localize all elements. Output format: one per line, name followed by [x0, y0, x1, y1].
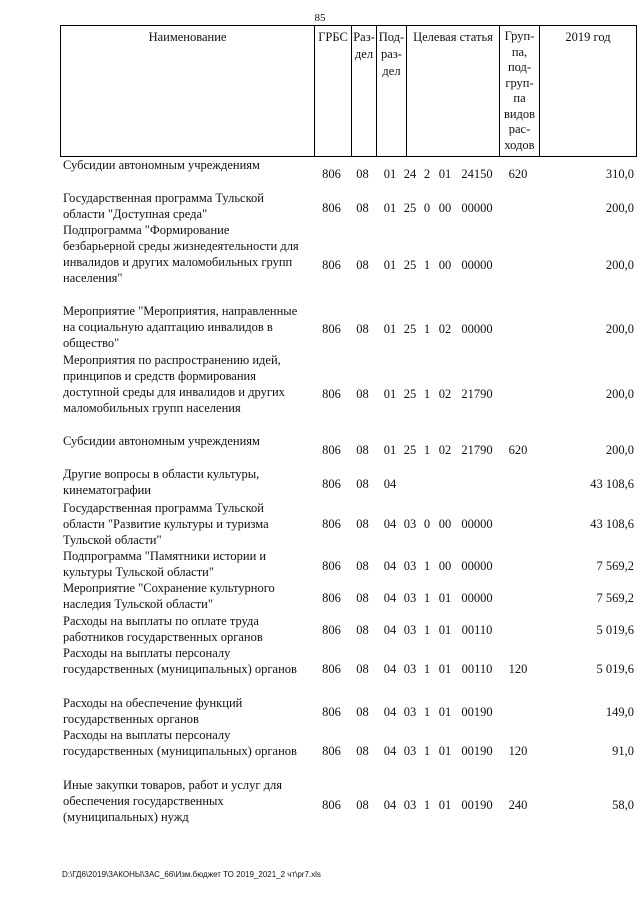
- row-name-line: Тульской области": [63, 533, 162, 547]
- row-name-line: Подпрограмма "Формирование: [63, 223, 230, 237]
- cs-direction-cell: 24150: [461, 167, 493, 181]
- grbs-cell: 806: [322, 517, 341, 531]
- razdel-cell: 08: [356, 201, 369, 215]
- cs-event-cell: 01: [438, 591, 452, 605]
- row-name-line: маломобильных групп населения: [63, 401, 241, 415]
- row-name-line: обеспечения государственных: [63, 794, 224, 808]
- row-name-line: области "Развитие культуры и туризма: [63, 517, 269, 531]
- cs-event-cell: 01: [438, 744, 452, 758]
- amount-cell: 7 569,2: [596, 591, 634, 605]
- cs-program-cell: 25: [403, 322, 417, 336]
- cs-event-cell: 02: [438, 387, 452, 401]
- header-gruppa-line: ходов: [504, 137, 535, 152]
- grbs-cell: 806: [322, 443, 341, 457]
- row-name-line: Субсидии автономным учреждениям: [63, 158, 260, 172]
- cs-subprogram-cell: 1: [423, 322, 431, 336]
- header-gruppa-line: Груп-: [504, 29, 535, 43]
- row-name: [63, 580, 311, 612]
- cs-event-cell: 00: [438, 517, 452, 531]
- cs-subprogram-cell: 1: [423, 559, 431, 573]
- row-name-line: Мероприятия по распространению идей,: [63, 353, 281, 367]
- podrazdel-cell: 04: [383, 477, 397, 491]
- amount-cell: 58,0: [612, 798, 634, 812]
- cs-subprogram-cell: 1: [423, 705, 431, 719]
- podrazdel-cell: 04: [383, 744, 397, 758]
- file-path-footer: D:\ГД6\2019\ЗАКОНЫ\ЗАС_66\Изм.бюджет ТО 2019_2021_2 чт\pr7.xls: [62, 870, 321, 879]
- header-gruppa: [499, 26, 539, 156]
- grbs-cell: 806: [322, 623, 341, 637]
- cs-program-cell: 03: [403, 744, 417, 758]
- header-razdel-line: Раз-: [353, 30, 375, 44]
- grbs-cell: 806: [322, 477, 341, 491]
- amount-cell: 43 108,6: [590, 477, 634, 491]
- grbs-cell: 806: [322, 322, 341, 336]
- header-gruppa-line: па,: [511, 44, 528, 59]
- podrazdel-cell: 04: [383, 798, 397, 812]
- cs-direction-cell: 21790: [461, 443, 493, 457]
- amount-cell: 91,0: [612, 744, 634, 758]
- podrazdel-cell: 01: [383, 443, 397, 457]
- cs-subprogram-cell: 1: [423, 443, 431, 457]
- header-gruppa-line: видов: [503, 106, 536, 121]
- vid-rashodov-cell: 240: [508, 798, 528, 812]
- cs-program-cell: 03: [403, 705, 417, 719]
- cs-event-cell: 02: [438, 443, 452, 457]
- cs-program-cell: 03: [403, 559, 417, 573]
- row-name-line: Государственная программа Тульской: [63, 501, 264, 515]
- razdel-cell: 08: [356, 705, 369, 719]
- row-name-line: безбарьерной среды жизнедеятельности для: [63, 239, 299, 253]
- row-name-line: Субсидии автономным учреждениям: [63, 434, 260, 448]
- header-year: 2019 год: [539, 26, 636, 156]
- row-name-line: наследия Тульской области": [63, 597, 213, 611]
- vid-rashodov-cell: 620: [508, 443, 528, 457]
- header-celevaya: Целевая статья: [406, 26, 499, 156]
- row-name-line: (муниципальных) нужд: [63, 810, 189, 824]
- page-number: 85: [314, 12, 326, 24]
- cs-direction-cell: 00000: [461, 517, 493, 531]
- podrazdel-cell: 01: [383, 201, 397, 215]
- podrazdel-cell: 04: [383, 591, 397, 605]
- razdel-cell: 08: [356, 167, 369, 181]
- amount-cell: 7 569,2: [596, 559, 634, 573]
- podrazdel-cell: 04: [383, 517, 397, 531]
- cs-direction-cell: 00000: [461, 258, 493, 272]
- cs-event-cell: 01: [438, 167, 452, 181]
- cs-event-cell: 01: [438, 798, 452, 812]
- podrazdel-cell: 01: [383, 322, 397, 336]
- header-name: Наименование: [148, 30, 227, 44]
- row-name: [63, 727, 311, 759]
- row-name-line: государственных (муниципальных) органов: [63, 744, 297, 758]
- row-name: [63, 466, 311, 498]
- amount-cell: 200,0: [605, 443, 634, 457]
- vid-rashodov-cell: 120: [508, 662, 528, 676]
- cs-subprogram-cell: 1: [423, 798, 431, 812]
- cs-event-cell: 00: [438, 201, 452, 215]
- cs-subprogram-cell: 1: [423, 591, 431, 605]
- vid-rashodov-cell: 620: [508, 167, 528, 181]
- podrazdel-cell: 01: [383, 387, 397, 401]
- cs-event-cell: 00: [438, 258, 452, 272]
- razdel-cell: 08: [356, 591, 369, 605]
- row-name-line: инвалидов и других маломобильных групп: [63, 255, 293, 269]
- cs-program-cell: 24: [403, 167, 417, 181]
- podrazdel-cell: 04: [383, 705, 397, 719]
- header-gruppa-line: груп-: [505, 75, 534, 90]
- cs-subprogram-cell: 1: [423, 623, 431, 637]
- amount-cell: 200,0: [605, 258, 634, 272]
- row-name-line: Расходы на выплаты персоналу: [63, 646, 231, 660]
- cs-event-cell: 00: [438, 559, 452, 573]
- header-razdel-line: дел: [354, 47, 374, 61]
- cs-direction-cell: 00000: [461, 201, 493, 215]
- razdel-cell: 08: [356, 258, 369, 272]
- cs-program-cell: 03: [403, 623, 417, 637]
- row-name: [63, 645, 311, 677]
- grbs-cell: 806: [322, 744, 341, 758]
- row-name-line: Мероприятие "Сохранение культурного: [63, 581, 275, 595]
- razdel-cell: 08: [356, 387, 369, 401]
- cs-subprogram-cell: 1: [423, 662, 431, 676]
- row-name: [63, 500, 311, 548]
- row-name: [63, 777, 311, 825]
- cs-subprogram-cell: 1: [423, 744, 431, 758]
- podrazdel-cell: 01: [383, 258, 397, 272]
- header-podrazdel: [376, 26, 406, 156]
- grbs-cell: 806: [322, 201, 341, 215]
- amount-cell: 200,0: [605, 387, 634, 401]
- podrazdel-cell: 04: [383, 559, 397, 573]
- cs-subprogram-cell: 1: [423, 387, 431, 401]
- row-name-line: Мероприятие "Мероприятия, направленные: [63, 304, 298, 318]
- row-name: [63, 190, 311, 222]
- razdel-cell: 08: [356, 744, 369, 758]
- row-name-line: Подпрограмма "Памятники истории и: [63, 549, 267, 563]
- row-name: [63, 222, 311, 286]
- cs-event-cell: 01: [438, 623, 452, 637]
- grbs-cell: 806: [322, 591, 341, 605]
- razdel-cell: 08: [356, 443, 369, 457]
- cs-direction-cell: 00000: [461, 322, 493, 336]
- header-gruppa-line: па: [513, 91, 526, 105]
- cs-direction-cell: 00110: [461, 623, 493, 637]
- row-name: [63, 695, 311, 727]
- cs-program-cell: 03: [403, 798, 417, 812]
- cs-direction-cell: 00000: [461, 591, 493, 605]
- cs-program-cell: 25: [403, 201, 417, 215]
- cs-program-cell: 03: [403, 591, 417, 605]
- cs-subprogram-cell: 2: [423, 167, 431, 181]
- header-grbs: ГРБС: [314, 26, 351, 156]
- row-name: [63, 157, 311, 173]
- cs-program-cell: 03: [403, 662, 417, 676]
- podrazdel-cell: 04: [383, 623, 397, 637]
- razdel-cell: 08: [356, 662, 369, 676]
- row-name-line: Иные закупки товаров, работ и услуг для: [63, 778, 283, 792]
- row-name-line: работников государственных органов: [63, 630, 263, 644]
- row-name-line: доступной среды для инвалидов и других: [63, 385, 285, 399]
- grbs-cell: 806: [322, 798, 341, 812]
- row-name-line: Расходы на выплаты персоналу: [63, 728, 231, 742]
- razdel-cell: 08: [356, 798, 369, 812]
- cs-event-cell: 01: [438, 705, 452, 719]
- row-name-line: Расходы на выплаты по оплате труда: [63, 614, 259, 628]
- cs-subprogram-cell: 1: [423, 258, 431, 272]
- razdel-cell: 08: [356, 517, 369, 531]
- cs-event-cell: 01: [438, 662, 452, 676]
- row-name-line: государственных органов: [63, 712, 199, 726]
- grbs-cell: 806: [322, 387, 341, 401]
- header-razdel: [351, 26, 376, 156]
- row-name-line: Другие вопросы в области культуры,: [63, 467, 260, 481]
- grbs-cell: 806: [322, 559, 341, 573]
- razdel-cell: 08: [356, 322, 369, 336]
- amount-cell: 310,0: [605, 167, 634, 181]
- cs-program-cell: 25: [403, 258, 417, 272]
- row-name-line: общество": [63, 336, 120, 350]
- row-name-line: принципов и средств формирования: [63, 369, 256, 383]
- header-gruppa-line: рас-: [508, 122, 531, 136]
- row-name: [63, 548, 311, 580]
- row-name-line: государственных (муниципальных) органов: [63, 662, 297, 676]
- row-name: [63, 352, 311, 416]
- cs-program-cell: 03: [403, 517, 417, 531]
- row-name-line: кинематографии: [63, 483, 152, 497]
- header-gruppa-line: под-: [507, 60, 532, 74]
- row-name-line: культуры Тульской области": [63, 565, 214, 579]
- amount-cell: 200,0: [605, 201, 634, 215]
- cs-direction-cell: 00190: [461, 798, 493, 812]
- cs-program-cell: 25: [403, 443, 417, 457]
- table-header: [60, 25, 637, 157]
- amount-cell: 5 019,6: [596, 623, 634, 637]
- podrazdel-cell: 04: [383, 662, 397, 676]
- razdel-cell: 08: [356, 477, 369, 491]
- vid-rashodov-cell: 120: [508, 744, 528, 758]
- cs-program-cell: 25: [403, 387, 417, 401]
- cs-direction-cell: 00110: [461, 662, 493, 676]
- header-podrazdel-line: дел: [382, 64, 401, 78]
- row-name: [63, 433, 311, 449]
- cs-subprogram-cell: 0: [423, 201, 431, 215]
- cs-direction-cell: 00190: [461, 744, 493, 758]
- cs-subprogram-cell: 0: [423, 517, 431, 531]
- cs-direction-cell: 00000: [461, 559, 493, 573]
- grbs-cell: 806: [322, 662, 341, 676]
- row-name-line: Государственная программа Тульской: [63, 191, 264, 205]
- row-name-line: области "Доступная среда": [63, 207, 208, 221]
- row-name-line: населения": [63, 271, 123, 285]
- row-name-line: на социальную адаптацию инвалидов в: [63, 320, 273, 334]
- row-name-line: Расходы на обеспечение функций: [63, 696, 243, 710]
- cs-direction-cell: 21790: [461, 387, 493, 401]
- grbs-cell: 806: [322, 258, 341, 272]
- cs-direction-cell: 00190: [461, 705, 493, 719]
- header-podrazdel-line: Под-: [378, 30, 405, 44]
- razdel-cell: 08: [356, 559, 369, 573]
- header-podrazdel-line: раз-: [381, 47, 402, 61]
- grbs-cell: 806: [322, 705, 341, 719]
- amount-cell: 149,0: [605, 705, 634, 719]
- amount-cell: 43 108,6: [590, 517, 634, 531]
- row-name: [63, 303, 311, 351]
- grbs-cell: 806: [322, 167, 341, 181]
- cs-event-cell: 02: [438, 322, 452, 336]
- podrazdel-cell: 01: [383, 167, 397, 181]
- razdel-cell: 08: [356, 623, 369, 637]
- row-name: [63, 613, 311, 645]
- amount-cell: 5 019,6: [596, 662, 634, 676]
- amount-cell: 200,0: [605, 322, 634, 336]
